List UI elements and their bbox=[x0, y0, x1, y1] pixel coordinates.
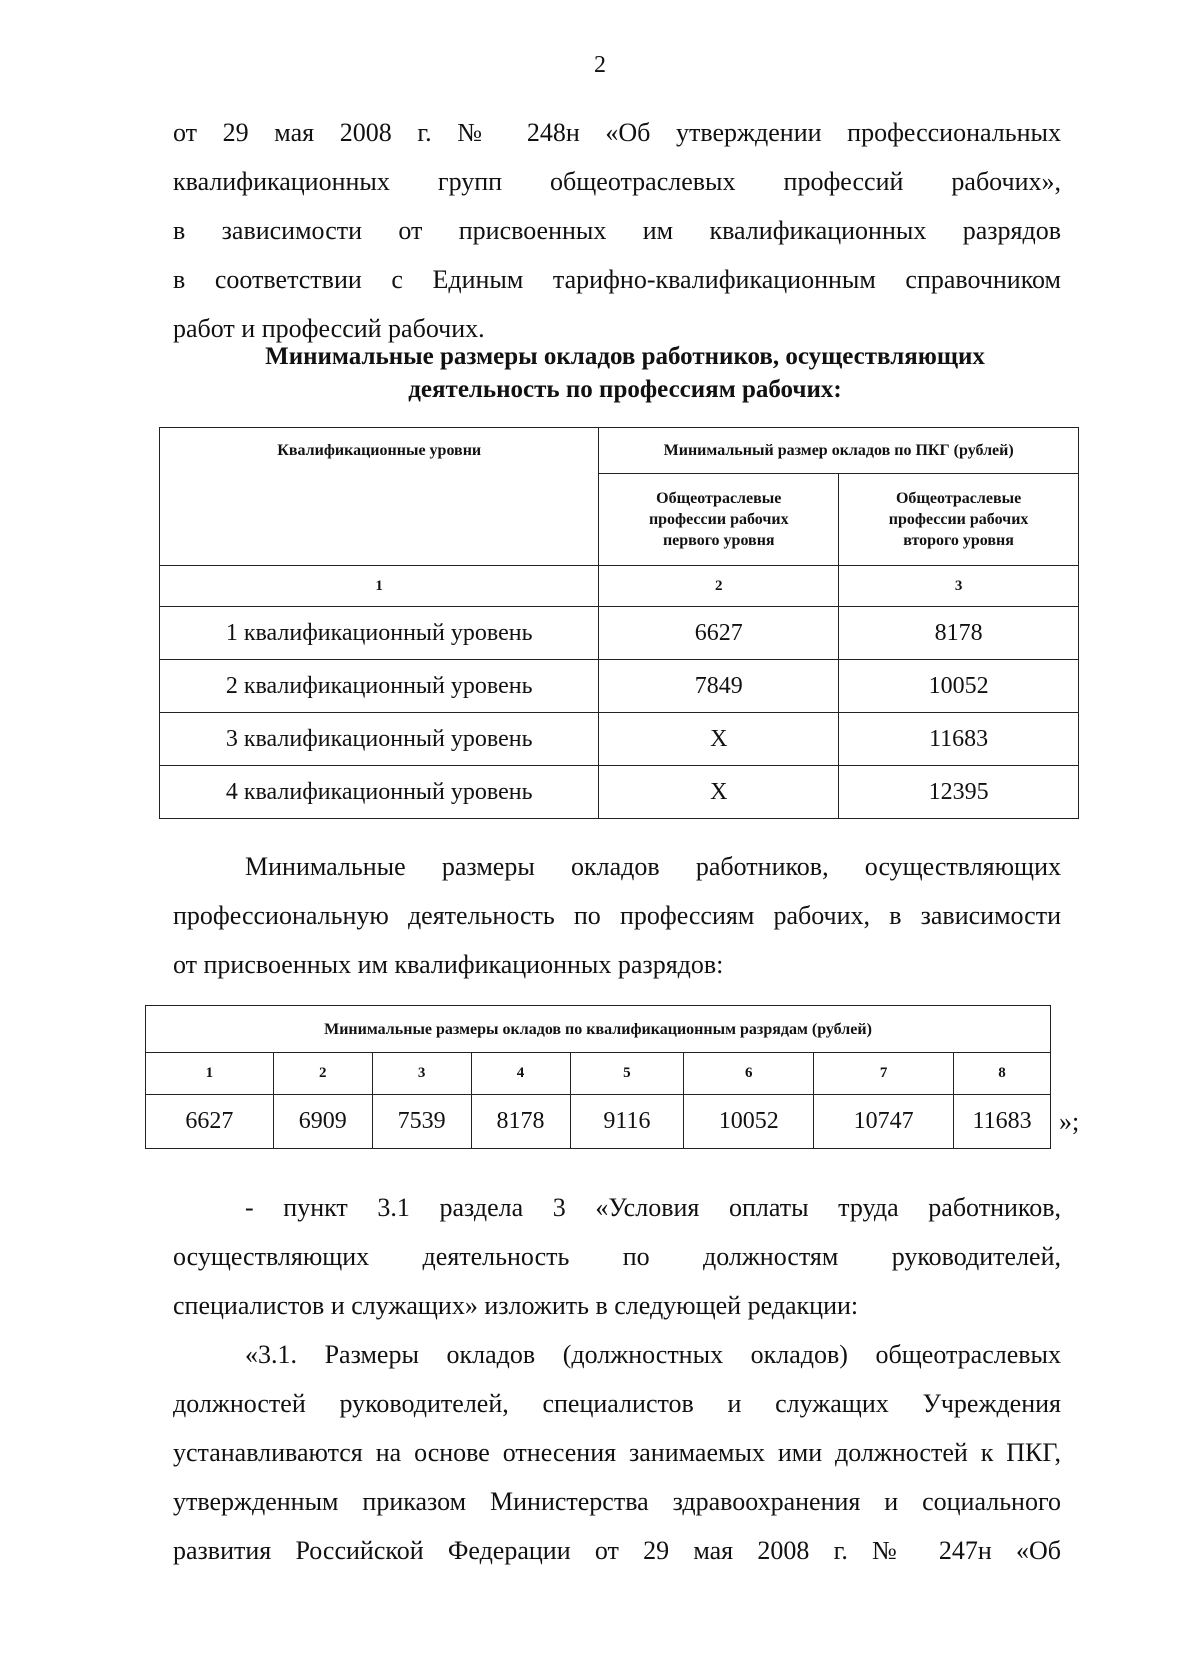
grades-table-header: Минимальные размеры окладов по квалификационным разрядам (рублей) bbox=[146, 1006, 1051, 1053]
value-cell: Х bbox=[599, 766, 839, 819]
grade-value: 8178 bbox=[471, 1095, 570, 1149]
table-row bbox=[146, 1095, 1051, 1149]
level-cell: 4 квалификационный уровень bbox=[160, 766, 599, 819]
grade-number: 5 bbox=[570, 1053, 684, 1095]
grade-number: 6 bbox=[684, 1053, 814, 1095]
text-line: должностей руководителей, специалистов и служащих Учреждения bbox=[173, 1389, 1061, 1418]
text-line: квалификационных групп общеотраслевых профессий рабочих», bbox=[173, 167, 1061, 196]
text-line: от присвоенных им квалификационных разрядов: bbox=[173, 950, 724, 979]
table1-title bbox=[150, 340, 1100, 406]
col-number: 1 bbox=[160, 566, 599, 607]
qualification-levels-table bbox=[159, 427, 1079, 819]
text-line: утвержденным приказом Министерства здравоохранения и социального bbox=[173, 1487, 1061, 1516]
value-cell: 8178 bbox=[839, 607, 1079, 660]
col-header-levels: Квалификационные уровни bbox=[160, 428, 599, 566]
col-header-first-level: Общеотраслевые профессии рабочих первого уровня bbox=[599, 474, 839, 566]
grade-number: 8 bbox=[954, 1053, 1051, 1095]
col-number: 2 bbox=[599, 566, 839, 607]
text-line: осуществляющих деятельность по должностям руководителей, bbox=[173, 1242, 1061, 1271]
table-row bbox=[160, 660, 1079, 713]
grade-value: 9116 bbox=[570, 1095, 684, 1149]
grade-number: 3 bbox=[372, 1053, 471, 1095]
text-line: в зависимости от присвоенных им квалификационных разрядов bbox=[173, 216, 1061, 245]
text-line: профессиональную деятельность по профессиям рабочих, в зависимости bbox=[173, 901, 1061, 930]
level-cell: 3 квалификационный уровень bbox=[160, 713, 599, 766]
page-number: 2 bbox=[594, 52, 606, 78]
grades-table bbox=[145, 1005, 1051, 1149]
table-row bbox=[160, 713, 1079, 766]
grade-number: 7 bbox=[814, 1053, 954, 1095]
table-row bbox=[160, 766, 1079, 819]
col-number: 3 bbox=[839, 566, 1079, 607]
value-cell: 7849 bbox=[599, 660, 839, 713]
value-cell: Х bbox=[599, 713, 839, 766]
value-cell: 12395 bbox=[839, 766, 1079, 819]
grade-value: 10747 bbox=[814, 1095, 954, 1149]
col-header-min-salary: Минимальный размер окладов по ПКГ (рублей) bbox=[599, 428, 1079, 474]
outro-paragraph bbox=[173, 1183, 1061, 1575]
text-line: от 29 мая 2008 г. № 248н «Об утверждении профессиональных bbox=[173, 118, 1061, 147]
grade-value: 6909 bbox=[273, 1095, 372, 1149]
grade-number: 4 bbox=[471, 1053, 570, 1095]
grade-value: 6627 bbox=[146, 1095, 274, 1149]
text-line: в соответствии с Единым тарифно-квалификационным справочником bbox=[173, 265, 1061, 294]
text-line: устанавливаются на основе отнесения занимаемых ими должностей к ПКГ, bbox=[173, 1438, 1061, 1467]
grade-number: 2 bbox=[273, 1053, 372, 1095]
col-header-second-level: Общеотраслевые профессии рабочих второго уровня bbox=[839, 474, 1079, 566]
text-line: «3.1. Размеры окладов (должностных окладов) общеотраслевых bbox=[245, 1340, 1061, 1369]
value-cell: 10052 bbox=[839, 660, 1079, 713]
table1-title-line: Минимальные размеры окладов работников, осуществляющих bbox=[265, 343, 985, 370]
text-line: работ и профессий рабочих. bbox=[173, 314, 485, 343]
grade-value: 11683 bbox=[954, 1095, 1051, 1149]
grade-number: 1 bbox=[146, 1053, 274, 1095]
grade-value: 10052 bbox=[684, 1095, 814, 1149]
closing-quote: »; bbox=[1059, 1107, 1080, 1136]
text-line: Минимальные размеры окладов работников, осуществляющих bbox=[245, 852, 1061, 881]
level-cell: 1 квалификационный уровень bbox=[160, 607, 599, 660]
intro-paragraph bbox=[173, 108, 1061, 353]
text-line: специалистов и служащих» изложить в следующей редакции: bbox=[173, 1291, 859, 1320]
text-line: - пункт 3.1 раздела 3 «Условия оплаты труда работников, bbox=[245, 1193, 1061, 1222]
text-line: развития Российской Федерации от 29 мая 2008 г. № 247н «Об bbox=[173, 1536, 1061, 1565]
table1-title-line: деятельность по профессиям рабочих: bbox=[408, 376, 842, 403]
value-cell: 11683 bbox=[839, 713, 1079, 766]
value-cell: 6627 bbox=[599, 607, 839, 660]
middle-paragraph bbox=[173, 842, 1061, 989]
level-cell: 2 квалификационный уровень bbox=[160, 660, 599, 713]
table-row bbox=[160, 607, 1079, 660]
grade-value: 7539 bbox=[372, 1095, 471, 1149]
